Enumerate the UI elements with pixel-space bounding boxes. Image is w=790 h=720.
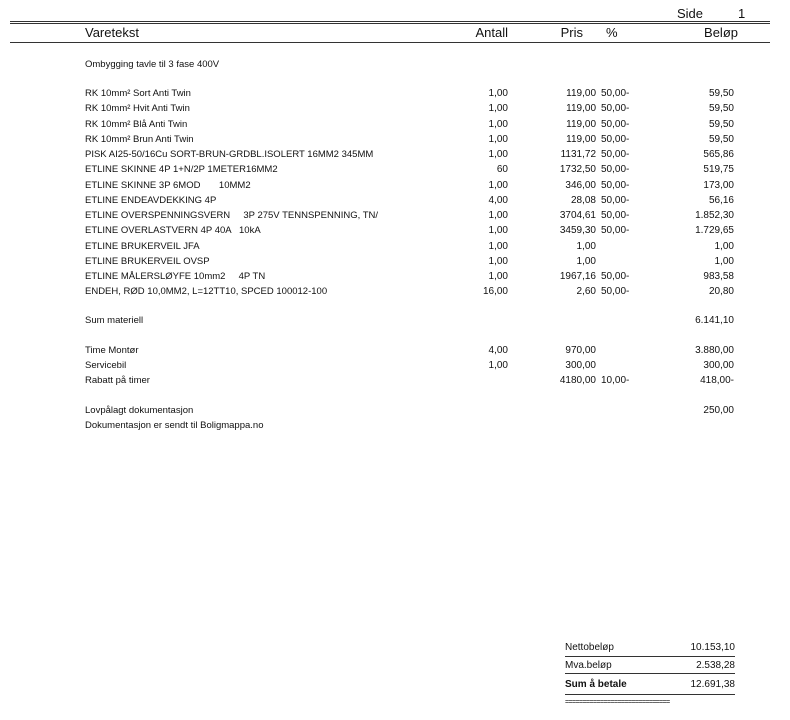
item-qty: 1,00 [488,271,508,282]
item-desc: ETLINE MÅLERSLØYFE 10mm2 4P TN [85,271,266,282]
item-amount: 1.852,30 [695,210,734,221]
item-qty: 1,00 [488,179,508,191]
item-qty: 1,00 [488,133,508,145]
header-rule-bottom [10,42,770,43]
item-amount: 59,50 [708,118,734,130]
item-desc: ETLINE SKINNE 3P 6MOD 10MM2 [85,179,251,191]
item-amount: 1,00 [714,240,734,252]
sum-material-label: Sum materiell [85,315,144,326]
total-underline [565,694,735,695]
item-price: 346,00 [565,179,596,191]
item-pct: 50,00- [601,149,630,160]
item-amount: 59,50 [708,133,734,145]
net-underline [565,656,735,657]
item-amount: 983,58 [703,271,734,282]
item-amount: 519,75 [703,164,734,176]
item-qty: 1,00 [488,149,508,160]
item-price: 119,00 [566,133,596,145]
item-row [0,134,790,149]
item-row [0,119,790,134]
labor-desc: Rabatt på timer [85,375,150,386]
item-pct: 50,00- [601,194,630,206]
item-qty: 16,00 [482,286,508,298]
item-desc: ETLINE OVERSPENNINGSVERN 3P 275V TENNSPENNING, TN/ [85,210,379,221]
item-qty: 4,00 [488,194,508,206]
header-rule-top [10,21,770,22]
vat-label: Mva.beløp [565,660,612,671]
item-amount: 20,80 [708,286,734,298]
item-price: 1,00 [576,240,596,252]
doc-note: Dokumentasjon er sendt til Boligmappa.no [85,420,264,431]
item-qty: 1,00 [488,103,508,115]
double-rule: ============================== [565,699,670,706]
item-qty: 1,00 [488,255,508,267]
item-amount: 173,00 [703,179,734,191]
labor-amount: 418,00- [700,375,734,386]
item-desc: ETLINE OVERLASTVERN 4P 40A 10kA [85,225,261,237]
item-row [0,195,790,210]
item-row [0,88,790,103]
col-desc-header: Varetekst [85,25,139,40]
labor-amount: 300,00 [703,360,734,371]
doc-amount: 250,00 [703,405,734,416]
labor-price: 4180,00 [559,375,596,386]
item-desc: RK 10mm² Sort Anti Twin [85,88,191,99]
page-number: 1 [738,6,746,21]
item-qty: 60 [496,164,508,176]
item-price: 119,00 [566,88,596,99]
net-label: Nettobeløp [565,642,614,653]
item-pct: 50,00- [601,286,630,298]
item-row [0,149,790,164]
header-rule-top-2 [10,23,770,24]
item-price: 119,00 [566,103,596,115]
col-qty-header: Antall [475,25,508,40]
col-amount-header: Beløp [704,25,738,40]
section-heading: Ombygging tavle til 3 fase 400V [85,59,220,70]
item-desc: ETLINE SKINNE 4P 1+N/2P 1METER16MM2 [85,164,278,176]
doc-label: Lovpålagt dokumentasjon [85,405,194,416]
item-row [0,164,790,179]
item-price: 28,08 [570,194,596,206]
item-desc: RK 10mm² Hvit Anti Twin [85,103,190,115]
item-desc: ETLINE ENDEAVDEKKING 4P [85,194,217,206]
item-price: 3704,61 [559,210,596,221]
item-pct: 50,00- [601,225,630,237]
labor-amount: 3.880,00 [695,345,734,356]
item-pct: 50,00- [601,133,630,145]
item-amount: 59,50 [708,88,734,99]
item-amount: 59,50 [708,103,734,115]
item-desc: ETLINE BRUKERVEIL JFA [85,240,200,252]
labor-desc: Servicebil [85,360,127,371]
item-price: 2,60 [576,286,596,298]
item-price: 1131,72 [560,149,596,160]
vat-underline [565,673,735,674]
item-qty: 1,00 [488,118,508,130]
item-amount: 1.729,65 [695,225,734,237]
item-pct: 50,00- [601,271,630,282]
item-row [0,286,790,301]
item-price: 3459,30 [559,225,596,237]
item-qty: 1,00 [488,240,508,252]
item-desc: ETLINE BRUKERVEIL OVSP [85,255,210,267]
labor-row [0,360,790,375]
item-row [0,180,790,195]
item-price: 119,00 [566,118,596,130]
item-desc: ENDEH, RØD 10,0MM2, L=12TT10, SPCED 100012-100 [85,286,328,298]
item-row [0,271,790,286]
item-pct: 50,00- [601,103,630,115]
sum-material-amount: 6.141,10 [695,315,734,326]
item-row [0,241,790,256]
item-amount: 565,86 [703,149,734,160]
labor-qty: 1,00 [488,360,508,371]
col-price-header: Pris [560,25,583,40]
labor-price: 970,00 [565,345,596,356]
item-qty: 1,00 [488,88,508,99]
item-amount: 1,00 [714,255,734,267]
item-desc: PISK AI25-50/16Cu SORT-BRUN-GRDBL.ISOLERT 16MM2 345MM [85,149,374,160]
item-pct: 50,00- [601,164,630,176]
vat-amount: 2.538,28 [696,660,735,671]
item-pct: 50,00- [601,210,630,221]
item-row [0,103,790,118]
item-price: 1967,16 [559,271,596,282]
labor-row [0,375,790,390]
item-pct: 50,00- [601,118,630,130]
labor-row [0,345,790,360]
item-pct: 50,00- [601,88,630,99]
net-amount: 10.153,10 [690,642,735,653]
item-amount: 56,16 [708,194,734,206]
item-price: 1732,50 [559,164,596,176]
item-desc: RK 10mm² Blå Anti Twin [85,118,188,130]
item-row [0,225,790,240]
labor-price: 300,00 [565,360,596,371]
total-amount: 12.691,38 [690,679,735,690]
total-row [565,679,735,695]
col-pct-header: % [606,25,618,40]
item-row [0,210,790,225]
labor-pct: 10,00- [601,375,630,386]
item-desc: RK 10mm² Brun Anti Twin [85,133,194,145]
item-qty: 1,00 [488,225,508,237]
labor-desc: Time Montør [85,345,139,356]
page-label: Side [677,6,704,21]
labor-qty: 4,00 [488,345,508,356]
item-price: 1,00 [576,255,596,267]
item-pct: 50,00- [601,179,630,191]
total-label: Sum å betale [565,679,627,690]
item-qty: 1,00 [488,210,508,221]
item-row [0,256,790,271]
